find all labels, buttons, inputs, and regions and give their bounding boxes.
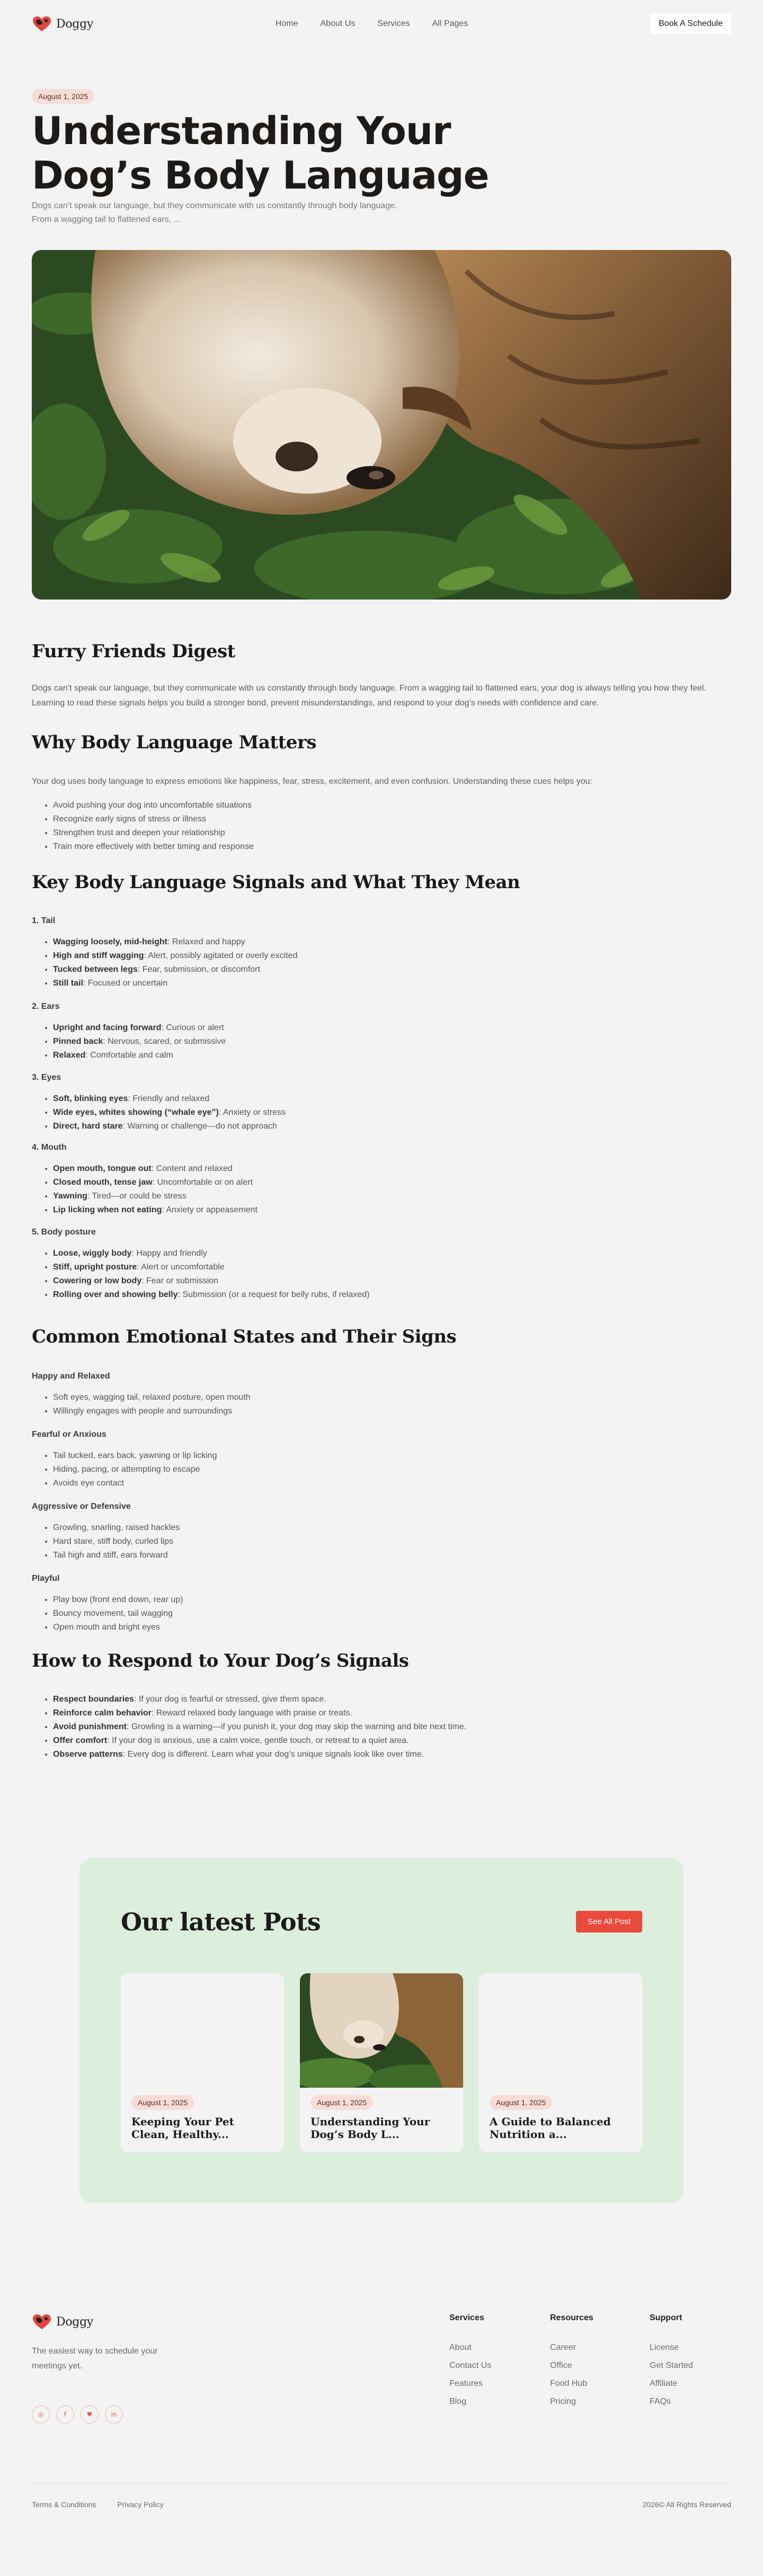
footer-column-resources [550,2313,593,2411]
list-item: • Soft eyes, wagging tail, relaxed posture, open mouth [53,1391,251,1405]
intro-paragraph: Dogs can’t speak our language, but they communicate with us constantly through body language. From a wagging tail to flattened ears, your dog is always telling you how they feel. Learning to read these signals helps you build a stronger bond, prevent misunderstandings, and respond to your dog’s needs with confidence and care. [32,684,706,708]
nav-link-home[interactable]: Home [275,19,298,28]
post-card[interactable] [121,1973,284,2152]
list-item: • Still tail: Focused or uncertain [53,977,297,990]
signal-title: 4. Mouth [32,1143,67,1152]
signal-title: 5. Body posture [32,1228,96,1237]
list-item: • Rolling over and showing belly: Submission (or a request for belly rubs, if relaxed) [53,1288,370,1302]
footer-tagline: The easiest way to schedule your meetings yet. [32,2347,158,2371]
list-item: • Bouncy movement, tail wagging [53,1607,183,1621]
list-item: • Reinforce calm behavior: Reward relaxed body language with praise or treats. [53,1706,466,1720]
list-item: • Wagging loosely, mid-height: Relaxed and happy [53,935,297,949]
respond-list [53,1693,466,1761]
section-heading-signals: Key Body Language Signals and What They Mean [32,872,520,893]
linkedin-icon[interactable]: in [105,2405,123,2423]
list-item: • Stiff, upright posture: Alert or uncomfortable [53,1260,370,1274]
nav-link-about[interactable]: About Us [320,19,356,28]
list-item: • Growling, snarling, raised hackles [53,1521,180,1535]
top-nav [32,14,731,34]
list-item: • Strengthen trust and deepen your relationship [53,826,254,840]
list-item: • Willingly engages with people and surroundings [53,1405,251,1418]
post-card-image [300,1973,463,2088]
list-item: • Hard stare, stiff body, curled lips [53,1535,180,1549]
heart-paw-logo-icon [32,2313,52,2330]
dog-and-cat-thumbnail [300,1973,463,2088]
state-list [53,1449,217,1490]
legal-links [32,2500,164,2509]
page-subtitle: Dogs can’t speak our language, but they communicate with us constantly through body language. From a wagging tail to flattened ears, ... [32,201,397,224]
list-item: • Tail tucked, ears back, yawning or lip licking [53,1449,217,1463]
list-item: • Soft, blinking eyes: Friendly and relaxed [53,1092,286,1106]
list-item: • Lip licking when not eating: Anxiety or appeasement [53,1203,258,1217]
nav-link-services[interactable]: Services [377,19,410,28]
footer-link[interactable]: Food Hub [550,2379,588,2388]
brand-name: Doggy [56,2315,93,2329]
why-list [53,799,254,854]
instagram-icon[interactable]: ◎ [32,2405,50,2423]
signal-list [53,1092,286,1133]
signal-list [53,935,297,990]
state-list [53,1593,183,1634]
list-item: • High and stiff wagging: Alert, possibly agitated or overly excited [53,949,297,963]
post-card-image-placeholder [121,1973,284,2088]
list-item: • Play bow (front end down, rear up) [53,1593,183,1607]
section-heading-respond: How to Respond to Your Dog’s Signals [32,1650,409,1671]
latest-posts-title: Our latest Pots [121,1908,321,1936]
state-title: Happy and Relaxed [32,1372,110,1381]
signal-title: 3. Eyes [32,1073,61,1082]
dog-and-cat-photo [32,250,731,600]
post-cards [121,1973,642,2152]
list-item: • Closed mouth, tense jaw: Uncomfortable or on alert [53,1176,258,1189]
post-date-badge: August 1, 2025 [490,2095,552,2110]
footer-link[interactable]: Features [449,2379,483,2388]
latest-posts-section [79,1858,684,2203]
signal-title: 1. Tail [32,916,56,925]
why-paragraph: Your dog uses body language to express emotions like happiness, fear, stress, excitement, and even confusion. Understanding these cues helps you: [32,777,592,786]
brand-name: Doggy [56,17,93,31]
see-all-posts-button[interactable]: See All Post [576,1911,642,1933]
logo[interactable] [32,15,93,32]
post-card[interactable] [479,1973,642,2152]
footer-column-services [449,2313,491,2411]
footer-link[interactable]: About [449,2343,472,2352]
signal-list [53,1162,258,1217]
post-card-title[interactable]: Keeping Your Pet Clean, Healthy... [131,2115,234,2141]
book-schedule-button[interactable]: Book A Schedule [650,14,731,34]
post-card-image-placeholder [479,1973,642,2088]
footer-bottom-bar [32,2483,731,2515]
signal-list [53,1247,370,1302]
facebook-icon[interactable]: f [56,2405,74,2423]
signal-title: 2. Ears [32,1002,60,1011]
list-item: • Direct, hard stare: Warning or challenge—do not approach [53,1120,286,1133]
nav-links [276,19,468,29]
terms-link[interactable]: Terms & Conditions [32,2500,96,2509]
signal-list [53,1021,226,1062]
post-card-title[interactable]: A Guide to Balanced Nutrition a... [490,2115,611,2141]
footer-link[interactable]: Pricing [550,2397,576,2406]
list-item: • Pinned back: Nervous, scared, or submissive [53,1035,226,1049]
state-title: Aggressive or Defensive [32,1502,131,1511]
footer-column-title: Services [449,2313,484,2322]
section-heading-states: Common Emotional States and Their Signs [32,1326,457,1347]
list-item: • Train more effectively with better timing and response [53,840,254,854]
footer-link[interactable]: License [650,2343,679,2352]
hero-image [32,250,731,600]
list-item: • Avoid punishment: Growling is a warning—if you punish it, your dog may skip the warning and bite next time. [53,1720,466,1734]
list-item: • Open mouth, tongue out: Content and relaxed [53,1162,258,1176]
list-item: • Avoids eye contact [53,1477,217,1490]
privacy-link[interactable]: Privacy Policy [117,2500,164,2509]
footer-link[interactable]: Get Started [650,2361,693,2370]
nav-link-all-pages[interactable]: All Pages [432,19,468,28]
list-item: • Observe patterns: Every dog is different. Learn what your dog’s unique signals look like over time. [53,1748,466,1761]
post-date-badge: August 1, 2025 [32,89,94,104]
footer [32,2313,731,2418]
post-date-badge: August 1, 2025 [310,2095,373,2110]
footer-link[interactable]: Office [550,2361,572,2370]
footer-link[interactable]: Contact Us [449,2361,492,2370]
twitter-icon[interactable]: ♥ [81,2405,99,2423]
list-item: • Tucked between legs: Fear, submission, or discomfort [53,963,297,977]
list-item: • Recognize early signs of stress or illness [53,812,254,826]
state-list [53,1521,180,1562]
list-item: • Loose, wiggly body: Happy and friendly [53,1247,370,1260]
list-item: • Relaxed: Comfortable and calm [53,1049,226,1062]
section-heading-intro: Furry Friends Digest [32,641,235,662]
list-item: • Wide eyes, whites showing (“whale eye”): Anxiety or stress [53,1106,286,1120]
list-item: • Open mouth and bright eyes [53,1621,183,1634]
state-title: Playful [32,1574,60,1583]
list-item: • Avoid pushing your dog into uncomfortable situations [53,799,254,812]
page-title: Understanding Your Dog’s Body Language [32,109,489,198]
list-item: • Offer comfort: If your dog is anxious, use a calm voice, gentle touch, or retreat to a quiet area. [53,1734,466,1748]
social-links [32,2405,123,2423]
footer-link[interactable]: Blog [449,2397,467,2406]
list-item: • Tail high and stiff, ears forward [53,1549,180,1562]
list-item: • Upright and facing forward: Curious or alert [53,1021,226,1035]
copyright: 2026© All Rights Reserved [642,2500,731,2509]
footer-column-support [650,2313,693,2411]
footer-link[interactable]: Career [550,2343,576,2352]
list-item: • Cowering or low body: Fear or submission [53,1274,370,1288]
post-card[interactable] [300,1973,463,2152]
list-item: • Respect boundaries: If your dog is fearful or stressed, give them space. [53,1693,466,1706]
footer-logo[interactable] [32,2313,731,2330]
list-item: • Yawning: Tired—or could be stress [53,1189,258,1203]
state-list [53,1391,251,1418]
post-date-badge: August 1, 2025 [131,2095,194,2110]
post-card-title[interactable]: Understanding Your Dog’s Body L... [310,2115,430,2141]
state-title: Fearful or Anxious [32,1430,107,1439]
footer-column-title: Support [650,2313,682,2322]
footer-column-title: Resources [550,2313,593,2322]
footer-link[interactable]: Affiliate [650,2379,678,2388]
heart-paw-logo-icon [32,15,52,32]
footer-link[interactable]: FAQs [650,2397,671,2406]
list-item: • Hiding, pacing, or attempting to escape [53,1463,217,1477]
section-heading-why: Why Body Language Matters [32,732,316,753]
